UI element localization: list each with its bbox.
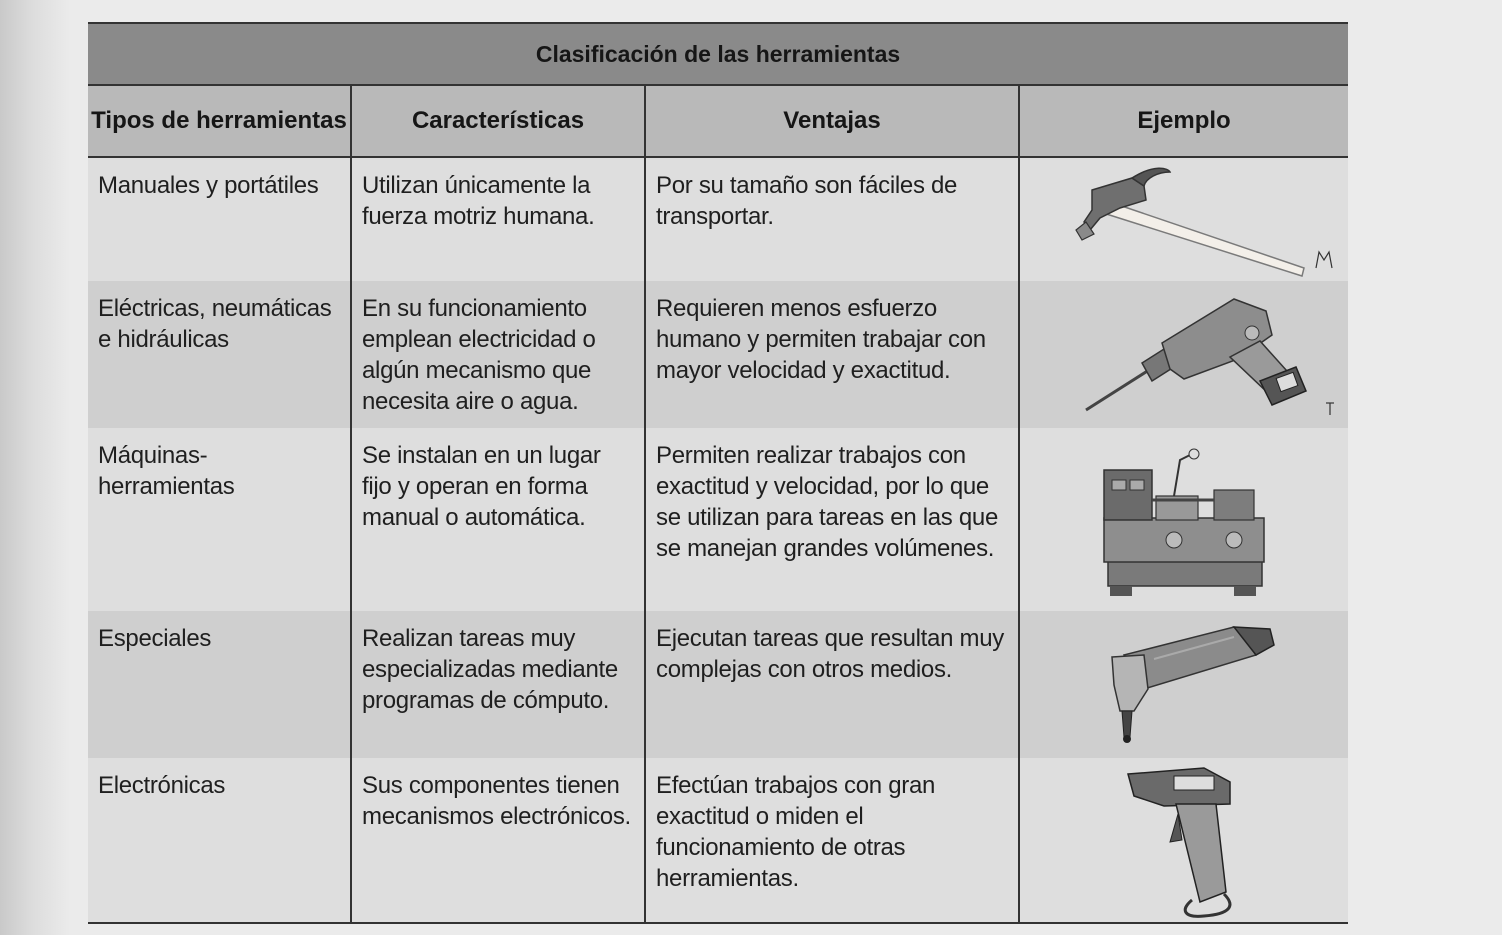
- ventajas-cell: [645, 281, 1019, 428]
- header-ejemplo: Ejemplo: [1019, 85, 1348, 157]
- caracteristicas-cell: [351, 157, 645, 281]
- tipo-text: Eléctricas, neumáticas e hidráulicas: [98, 295, 332, 353]
- table-header-row: [88, 85, 1348, 157]
- table-row: [88, 157, 1348, 281]
- tipo-text: Electrónicas: [98, 772, 226, 799]
- tipo-text: Manuales y portátiles: [98, 172, 319, 199]
- tipo-cell: [88, 611, 351, 758]
- ventajas-text: Permiten realizar trabajos con exactitud y velocidad, por lo que se utilizan para tareas en las que se manejan grandes volúmenes.: [656, 442, 999, 562]
- tipo-text: Máquinas-herramientas: [98, 442, 235, 500]
- drill-icon: [1034, 285, 1334, 425]
- caracteristicas-cell: [351, 611, 645, 758]
- header-caracteristicas: Características: [351, 85, 645, 157]
- ventajas-cell: [645, 428, 1019, 611]
- caracteristicas-text: Se instalan en un lugar fijo y operan en forma manual o automática.: [362, 442, 601, 531]
- tipo-cell: [88, 157, 351, 281]
- ventajas-text: Efectúan trabajos con gran exactitud o miden el funcionamiento de otras herramientas.: [656, 772, 936, 892]
- ejemplo-cell: [1019, 758, 1348, 923]
- ventajas-cell: [645, 157, 1019, 281]
- lathe-machine-icon: [1084, 440, 1284, 600]
- table-row: [88, 428, 1348, 611]
- table-row: [88, 281, 1348, 428]
- caracteristicas-text: Sus componentes tienen mecanismos electrónicos.: [362, 772, 631, 830]
- tipo-text: Especiales: [98, 625, 212, 652]
- infrared-thermometer-icon: [1084, 760, 1284, 920]
- caracteristicas-text: En su funcionamiento emplean electricidad o algún mecanismo que necesita aire o agua.: [362, 295, 596, 415]
- nibbler-tool-icon: [1084, 615, 1284, 755]
- header-ventajas: Ventajas: [645, 85, 1019, 157]
- caracteristicas-cell: [351, 428, 645, 611]
- ejemplo-cell: [1019, 611, 1348, 758]
- table-row: [88, 611, 1348, 758]
- tipo-cell: [88, 758, 351, 923]
- caracteristicas-text: Utilizan únicamente la fuerza motriz humana.: [362, 172, 595, 230]
- ejemplo-cell: [1019, 281, 1348, 428]
- ventajas-text: Requieren menos esfuerzo humano y permiten trabajar con mayor velocidad y exactitud.: [656, 295, 986, 384]
- header-tipos: Tipos de herramientas: [88, 85, 351, 157]
- caracteristicas-cell: [351, 281, 645, 428]
- table-row: [88, 758, 1348, 923]
- hammer-icon: [1034, 160, 1334, 280]
- ventajas-text: Ejecutan tareas que resultan muy complejas con otros medios.: [656, 625, 1004, 683]
- ventajas-cell: [645, 611, 1019, 758]
- table-title: Clasificación de las herramientas: [88, 23, 1348, 85]
- ventajas-text: Por su tamaño son fáciles de transportar.: [656, 172, 958, 230]
- page-edge-shadow: [0, 0, 70, 935]
- classification-table: [88, 22, 1348, 924]
- caracteristicas-cell: [351, 758, 645, 923]
- tipo-cell: [88, 281, 351, 428]
- ejemplo-cell: [1019, 157, 1348, 281]
- ventajas-cell: [645, 758, 1019, 923]
- table-title-row: [88, 23, 1348, 85]
- caracteristicas-text: Realizan tareas muy especializadas mediante programas de cómputo.: [362, 625, 618, 714]
- tipo-cell: [88, 428, 351, 611]
- ejemplo-cell: [1019, 428, 1348, 611]
